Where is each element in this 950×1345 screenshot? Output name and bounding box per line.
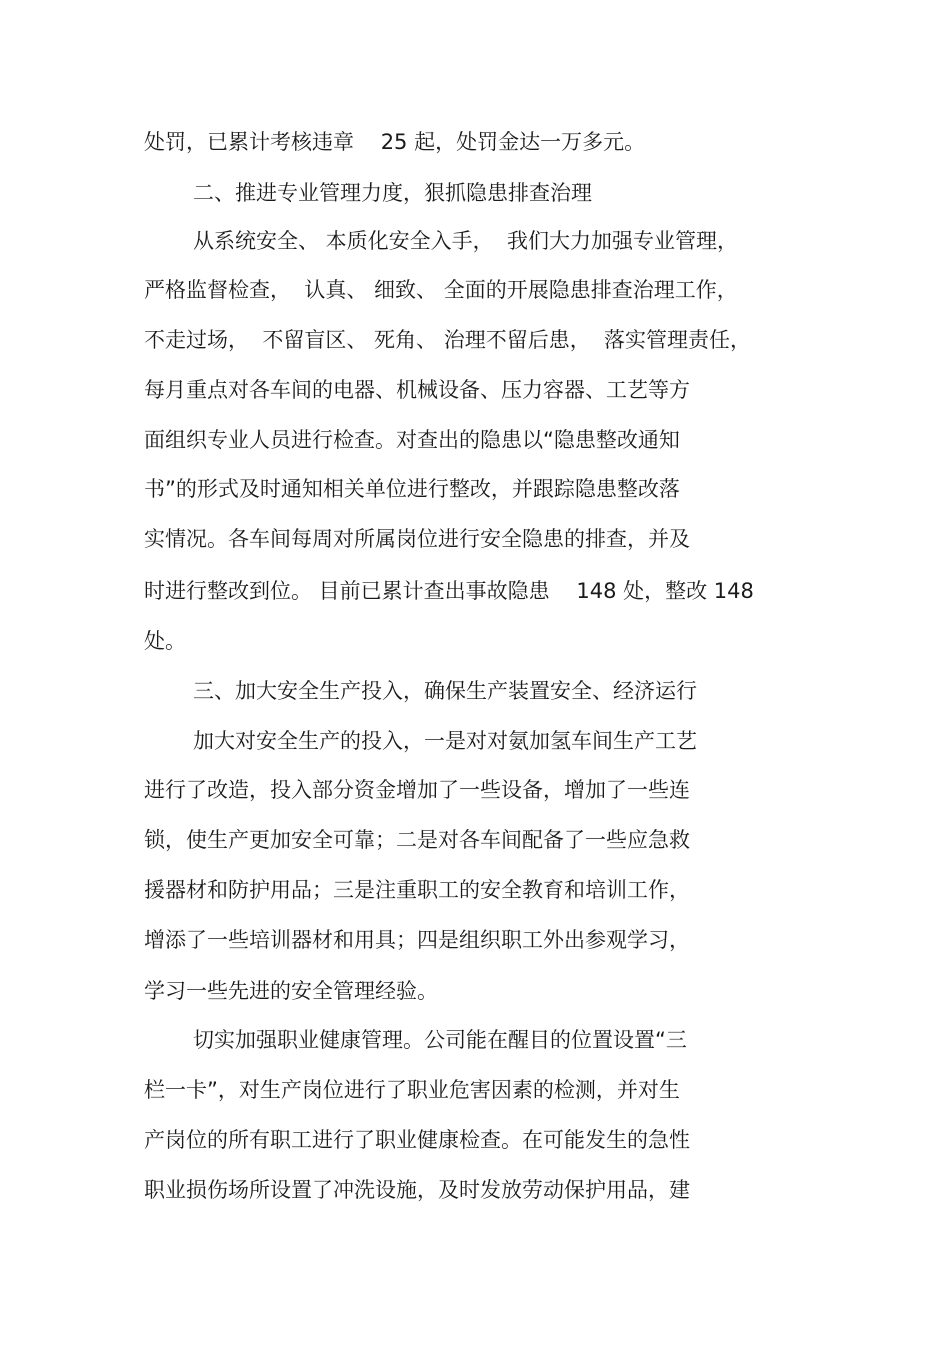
section-heading: 二、推进专业管理力度，狠抓隐患排查治理: [193, 181, 592, 205]
paragraph-line: 援器材和防护用品；三是注重职工的安全教育和培训工作，: [144, 878, 690, 902]
paragraph-line: 切实加强职业健康管理。公司能在醒目的位置设置“三: [193, 1028, 687, 1052]
paragraph-line: 增添了一些培训器材和用具；四是组织职工外出参观学习，: [144, 928, 690, 952]
paragraph-line: 学习一些先进的安全管理经验。: [144, 979, 438, 1003]
paragraph-line: 锁，使生产更加安全可靠；二是对各车间配备了一些应急救: [144, 828, 690, 852]
paragraph-line: 加大对安全生产的投入，一是对对氨加氢车间生产工艺: [193, 729, 697, 753]
paragraph-line: 不走过场， 不留盲区、 死角、 治理不留后患， 落实管理责任，: [144, 328, 752, 352]
paragraph-line: 处。: [144, 629, 186, 653]
paragraph-line: 实情况。各车间每周对所属岗位进行安全隐患的排查，并及: [144, 527, 690, 551]
paragraph-line: 严格监督检查， 认真、 细致、 全面的开展隐患排查治理工作，: [144, 278, 738, 302]
section-heading: 三、加大安全生产投入，确保生产装置安全、经济运行: [193, 679, 697, 703]
paragraph-line: 职业损伤场所设置了冲洗设施，及时发放劳动保护用品，建: [144, 1178, 690, 1202]
paragraph-line: 栏一卡”，对生产岗位进行了职业危害因素的检测，并对生: [144, 1078, 680, 1102]
paragraph-line: 从系统安全、 本质化安全入手， 我们大力加强专业管理，: [193, 229, 739, 253]
text-line: 处罚，已累计考核违章 25 起，处罚金达一万多元。: [144, 130, 646, 154]
paragraph-line: 时进行整改到位。 目前已累计查出事故隐患 148 处，整改 148: [144, 579, 754, 603]
paragraph-line: 面组织专业人员进行检查。对查出的隐患以“隐患整改通知: [144, 428, 680, 452]
paragraph-line: 产岗位的所有职工进行了职业健康检查。在可能发生的急性: [144, 1128, 690, 1152]
paragraph-line: 书”的形式及时通知相关单位进行整改，并跟踪隐患整改落: [144, 477, 680, 501]
paragraph-line: 进行了改造，投入部分资金增加了一些设备，增加了一些连: [144, 778, 690, 802]
paragraph-line: 每月重点对各车间的电器、机械设备、压力容器、工艺等方: [144, 378, 690, 402]
